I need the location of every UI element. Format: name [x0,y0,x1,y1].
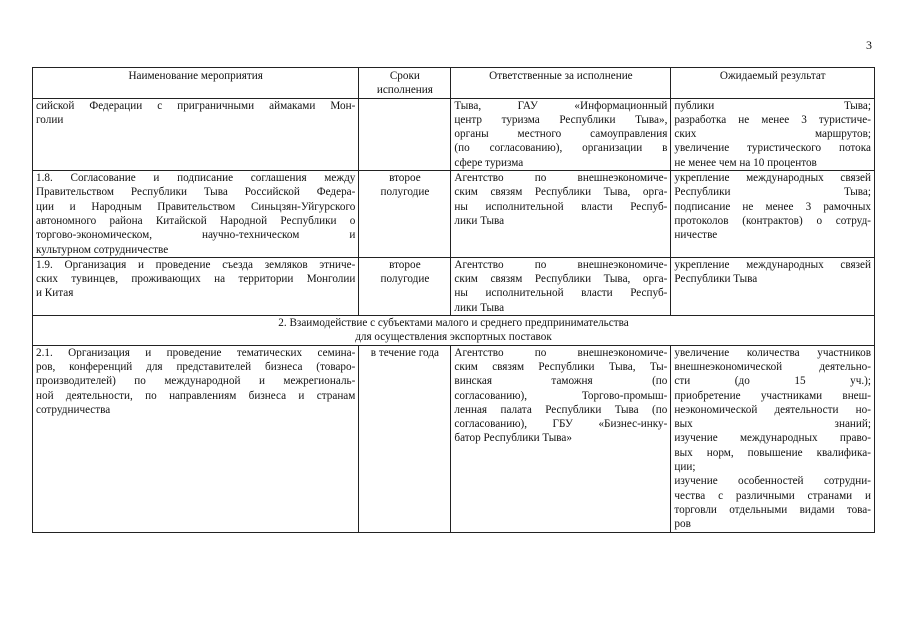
table-row [33,171,875,258]
event-name-cell [33,345,359,532]
cell-text-line: Республики Тыва; [674,186,871,199]
cell-text-line: Правительством Республики Тыва Российской Федера- [36,186,356,199]
expected-result-cell [671,257,875,315]
header-deadline-line1: Сроки [389,70,420,82]
expected-result-cell [671,98,875,170]
cell-text-line: укрепление международных связей [674,172,871,185]
cell-text-line: приобретение участниками внеш- [674,389,871,402]
header-expected-result: Ожидаемый результат [671,68,875,99]
cell-text-line: ничестве [674,229,718,242]
cell-text-line: батор Республики Тыва» [454,432,572,445]
event-name-cell [33,171,359,258]
cell-text-line: не менее чем на 10 процентов [674,156,817,169]
cell-text-line: второе [389,258,421,271]
cell-text-line: Республики Тыва [674,273,758,286]
cell-text-line: Агентство по внешнеэкономиче- [454,258,668,271]
cell-text-line: и Китая [36,287,74,300]
table-row [33,98,875,170]
cell-text-line: укрепление международных связей [674,258,871,271]
cell-text-line: винская таможня (по [454,375,668,388]
section-2-title-line1: 2. Взаимодействие с субъектами малого и среднего предпринимательства [278,317,629,330]
deadline-cell [359,257,451,315]
cell-text-line: ны исполнительной власти Респуб- [454,287,668,300]
cell-text-line: сфере туризма [454,156,524,169]
page-number: 3 [866,38,872,52]
cell-text-line: центр туризма Республики Тыва», [454,113,668,126]
deadline-cell [359,98,451,170]
cell-text-line: неэкономической деятельности но- [674,403,871,416]
table-header-row [33,68,875,99]
cell-text-line: (по согласованию), организации в [454,142,668,155]
cell-text-line: лики Тыва [454,214,505,227]
deadline-cell [359,345,451,532]
cell-text-line: вых норм, повышение квалифика- [674,446,871,459]
responsible-cell [451,257,671,315]
cell-text-line: ленная палата Республики Тыва (по [454,403,668,416]
cell-text-line: лики Тыва [454,301,505,314]
cell-text-line: ции; [674,461,696,474]
cell-text-line: ров, конференций для представителей бизнеса (товаро- [36,360,356,373]
cell-text-line: внешнеэкономической деятельно- [674,360,871,373]
cell-text-line: автономного района Китайской Народной Республики о [36,214,356,227]
cell-text-line: ны исполнительной власти Респуб- [454,200,668,213]
section-2-title-line2: для осуществления экспортных поставок [355,331,552,344]
cell-text-line: ции и Народным Правительством Синьцзян-Уйгурского [36,200,356,213]
cell-text-line: сти (до 15 уч.); [674,375,871,388]
cell-text-line: чества с различными странами и [674,489,871,502]
event-name-cell [33,257,359,315]
table-row [33,257,875,315]
cell-text-line: ских тувинцев, проживающих на территории Монголии [36,273,356,286]
cell-text-line: изучение особенностей сотрудни- [674,475,871,488]
responsible-cell [451,171,671,258]
header-event-name: Наименование мероприятия [33,68,359,99]
cell-text-line: ским связям Республики Тыва, орга- [454,273,668,286]
cell-text-line: производителей) по международной и межрегиональ- [36,375,356,388]
cell-text-line: подписание не менее 3 рамочных [674,200,871,213]
cell-text-line: публики Тыва; [674,99,871,112]
cell-text-line: торгово-экономическом, научно-техническом и [36,229,356,242]
cell-text-line: 1.9. Организация и проведение съезда земляков этниче- [36,258,356,271]
cell-text-line: протоколов (контрактов) о сотруд- [674,214,871,227]
cell-text-line: разработка не менее 3 туристиче- [674,113,871,126]
expected-result-cell [671,171,875,258]
cell-text-line: полугодие [380,273,430,286]
cell-text-line: увеличение количества участников [674,346,871,359]
cell-text-line: сотрудничества [36,403,111,416]
cell-text-line: ским связям Республики Тыва, Ты- [454,360,668,373]
responsible-cell [451,98,671,170]
cell-text-line: ной деятельности, по направлениям бизнеса и странам [36,389,356,402]
cell-text-line: второе [389,172,421,185]
cell-text-line: полугодие [380,186,430,199]
cell-text-line: согласованию), Торгово-промыш- [454,389,668,402]
section-2-heading [33,316,875,346]
cell-text-line: ских маршрутов; [674,128,871,141]
cell-text-line: вых знаний; [674,418,871,431]
deadline-cell [359,171,451,258]
cell-text-line: ским связям Республики Тыва, орга- [454,186,668,199]
cell-text-line: Агентство по внешнеэкономиче- [454,172,668,185]
cell-text-line: 2.1. Организация и проведение тематических семина- [36,346,356,359]
events-table [32,67,875,533]
expected-result-cell [671,345,875,532]
cell-text-line: торговли отдельными видами това- [674,503,871,516]
event-name-cell [33,98,359,170]
cell-text-line: сийской Федерации с приграничными аймаками Мон- [36,99,356,112]
table-row [33,345,875,532]
header-deadline-line2: исполнения [376,84,433,97]
cell-text-line: увеличение туристического потока [674,142,871,155]
cell-text-line: ров [674,518,691,531]
cell-text-line: изучение международных право- [674,432,871,445]
cell-text-line: 1.8. Согласование и подписание соглашения между [36,172,356,185]
cell-text-line: согласованию), ГБУ «Бизнес-инку- [454,418,668,431]
cell-text-line: культурном сотрудничестве [36,243,169,256]
responsible-cell [451,345,671,532]
cell-text-line: органы местного самоуправления [454,128,668,141]
header-deadline [359,68,451,99]
cell-text-line: Тыва, ГАУ «Информационный [454,99,668,112]
header-responsible: Ответственные за исполнение [451,68,671,99]
cell-text-line: в течение года [370,346,439,359]
cell-text-line: Агентство по внешнеэкономиче- [454,346,668,359]
section-2-heading-row [33,316,875,346]
cell-text-line: голии [36,113,64,126]
